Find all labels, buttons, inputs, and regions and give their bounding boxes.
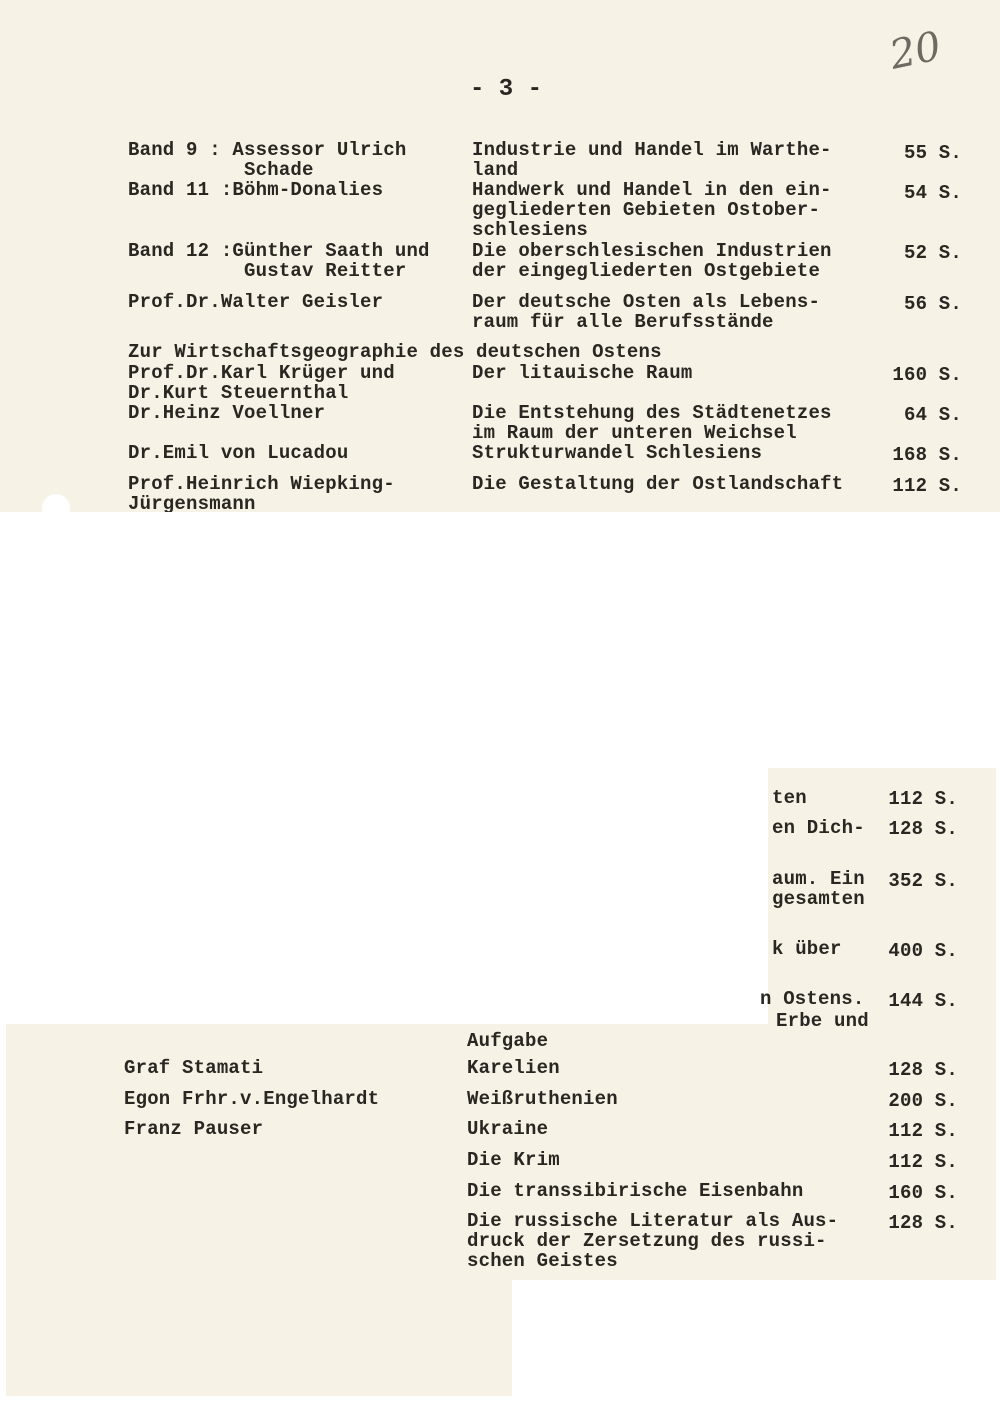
- fragment-title: aum. Ein: [772, 868, 865, 890]
- series-heading: Zur Wirtschaftsgeographie des deutschen Ostens: [128, 341, 662, 363]
- entry-pages: 128 S.: [888, 1059, 958, 1081]
- entry-title: Der litauische Raum: [472, 362, 693, 384]
- entry-pages: 54 S.: [903, 182, 962, 204]
- entry-author: Prof.Heinrich Wiepking-: [128, 473, 395, 495]
- entry-pages: 128 S.: [888, 818, 958, 840]
- entry-pages: 168 S.: [892, 444, 962, 466]
- entry-title: Karelien: [467, 1057, 560, 1079]
- folio-number: 20: [885, 23, 946, 79]
- entry-pages: 160 S.: [892, 364, 962, 386]
- fragment-title: n Ostens.: [760, 988, 865, 1010]
- entry-title: schen Geistes: [467, 1250, 618, 1272]
- fragment-title: gesamten: [772, 888, 865, 910]
- entry-wiepking: [0, 0, 1000, 512]
- fragment-title: ten: [772, 787, 807, 809]
- entry-author: Prof.Dr.Karl Krüger und: [128, 362, 395, 384]
- entry-title: Die oberschlesischen Industrien: [472, 240, 832, 262]
- entry-title: Die Gestaltung der Ostlandschaft: [472, 473, 844, 495]
- entry-pages: 400 S.: [888, 940, 958, 962]
- continuation-text: Aufgabe: [467, 1030, 549, 1052]
- entry-pages: 144 S.: [888, 990, 958, 1012]
- entry-title: Die transsibirische Eisenbahn: [467, 1180, 804, 1202]
- entry-pages: 160 S.: [888, 1182, 958, 1204]
- entry-author: Schade: [128, 159, 314, 181]
- entry-title: raum für alle Berufsstände: [472, 311, 774, 333]
- entry-title: Strukturwandel Schlesiens: [472, 442, 763, 464]
- entry-author: Dr.Heinz Voellner: [128, 402, 326, 424]
- entry-author: Band 11 :Böhm-Donalies: [128, 179, 384, 201]
- entry-author: Prof.Dr.Walter Geisler: [128, 291, 384, 313]
- entry-title: Ukraine: [467, 1118, 549, 1140]
- entry-pages: 200 S.: [888, 1090, 958, 1112]
- entry-title: Die russische Literatur als Aus-: [467, 1210, 839, 1232]
- entry-title: land: [472, 159, 519, 181]
- entry-pages: 64 S.: [903, 404, 962, 426]
- entry-pages: 352 S.: [888, 870, 958, 892]
- entry-title: Industrie und Handel im Warthe-: [472, 139, 832, 161]
- entry-title: Weißruthenien: [467, 1088, 618, 1110]
- entry-title: der eingegliederten Ostgebiete: [472, 260, 821, 282]
- fragment-title: en Dich-: [772, 817, 865, 839]
- fragment-title: k über: [772, 938, 842, 960]
- entry-title: Die Krim: [467, 1149, 560, 1171]
- entry-pages: 128 S.: [888, 1212, 958, 1234]
- entry-title: gegliederten Gebieten Ostober-: [472, 199, 821, 221]
- continuation-text: Erbe und: [776, 1010, 869, 1032]
- entry-author: Egon Frhr.v.Engelhardt: [124, 1088, 380, 1110]
- entry-author: Jürgensmann: [128, 493, 256, 512]
- entry-author: Dr.Kurt Steuernthal: [128, 382, 349, 404]
- entry-author: Dr.Emil von Lucadou: [128, 442, 349, 464]
- entry-author: Franz Pauser: [124, 1118, 264, 1140]
- entry-pages: 112 S.: [892, 475, 962, 497]
- entry-title: Handwerk und Handel in den ein-: [472, 179, 832, 201]
- entry-title: Der deutsche Osten als Lebens-: [472, 291, 821, 313]
- entry-author: Band 9 : Assessor Ulrich: [128, 139, 407, 161]
- entry-title: druck der Zersetzung des russi-: [467, 1230, 827, 1252]
- entry-author: Band 12 :Günther Saath und: [128, 240, 430, 262]
- page-number: - 3 -: [470, 76, 543, 103]
- entry-pages: 52 S.: [903, 242, 962, 264]
- entry-pages: 55 S.: [903, 142, 962, 164]
- entry-title: im Raum der unteren Weichsel: [472, 422, 797, 444]
- entry-title: schlesiens: [472, 219, 589, 241]
- entry-pages: 112 S.: [888, 1120, 958, 1142]
- paper-bottom-fragment: [6, 1280, 512, 1396]
- entry-pages: 112 S.: [888, 1151, 958, 1173]
- entry-pages: 112 S.: [888, 788, 958, 810]
- entry-title: Die Entstehung des Städtenetzes: [472, 402, 832, 424]
- entry-author: Graf Stamati: [124, 1057, 264, 1079]
- entry-pages: 56 S.: [903, 293, 962, 315]
- entry-author: Gustav Reitter: [128, 260, 407, 282]
